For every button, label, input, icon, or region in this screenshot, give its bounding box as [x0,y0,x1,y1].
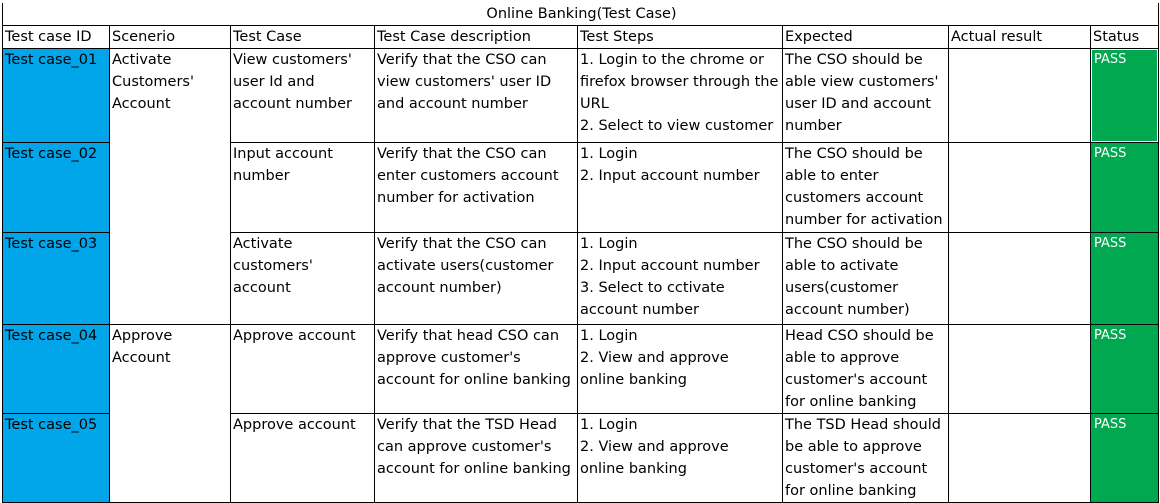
description-cell[interactable] [375,414,578,503]
cell-line: able to activate [785,258,899,274]
cell-line: customers' [233,258,313,274]
test-case-id-cell[interactable]: Test case_05 [3,414,110,503]
cell-line: and account number [377,96,528,112]
cell-line: 2. Input account number [580,168,760,184]
test-steps-cell[interactable] [578,49,783,143]
cell-line: user ID and account [785,96,931,112]
actual-result-cell[interactable] [949,49,1091,143]
cell-line: 1. Login [580,417,638,433]
cell-line: The CSO should be [785,236,923,252]
description-cell[interactable] [375,233,578,325]
actual-result-cell[interactable] [949,143,1091,233]
cell-line: able to approve [785,350,900,366]
cell-line: Verify that the CSO can [377,146,547,162]
cell-line: able to enter [785,168,879,184]
status-cell[interactable]: PASS [1091,233,1159,325]
cell-line: 1. Login [580,146,638,162]
cell-line: Customers' [112,74,194,90]
expected-cell[interactable] [783,325,949,414]
actual-result-cell[interactable] [949,325,1091,414]
cell-line: Account [112,96,171,112]
description-cell[interactable] [375,143,578,233]
header-scenario[interactable]: Scenerio [110,26,231,49]
actual-result-cell[interactable] [949,233,1091,325]
description-cell[interactable] [375,325,578,414]
cell-line: Head CSO should be [785,328,934,344]
cell-line: be able to approve [785,439,922,455]
table-row [3,414,1159,503]
expected-cell[interactable] [783,233,949,325]
cell-line: account number) [377,280,502,296]
cell-line: 2. View and approve [580,439,729,455]
status-cell[interactable]: PASS [1091,49,1159,143]
cell-line: for online banking [785,483,917,499]
cell-line: Verify that the CSO can [377,236,547,252]
header-expected[interactable]: Expected [783,26,949,49]
header-test-case-id[interactable]: Test case ID [3,26,110,49]
test-steps-cell[interactable] [578,414,783,503]
table-row [3,233,1159,325]
cell-line: number [233,168,290,184]
cell-line: view customers' user ID [377,74,552,90]
header-actual-result[interactable]: Actual result [949,26,1091,49]
test-case-cell[interactable] [231,233,375,325]
cell-line: account for online banking [377,372,571,388]
cell-line: Activate [233,236,293,252]
sheet-title[interactable]: Online Banking(Test Case) [3,3,1159,26]
cell-line: The CSO should be [785,52,923,68]
cell-line: number for activation [377,190,535,206]
cell-line: activate users(customer [377,258,554,274]
header-status[interactable]: Status [1091,26,1159,49]
scenario-cell[interactable] [110,414,231,503]
cell-line: 3. Select to cctivate [580,280,725,296]
header-description[interactable]: Test Case description [375,26,578,49]
cell-line: user Id and [233,74,315,90]
cell-line: customer's account [785,461,928,477]
test-case-id-cell[interactable]: Test case_02 [3,143,110,233]
description-cell[interactable] [375,49,578,143]
cell-line: number for activation [785,212,943,228]
cell-line: 2. Input account number [580,258,760,274]
cell-line: account number [580,302,699,318]
status-cell[interactable]: PASS [1091,325,1159,414]
cell-line: Verify that head CSO can [377,328,560,344]
table-row [3,143,1159,233]
cell-line: 2. Select to view customer [580,118,774,134]
header-test-steps[interactable]: Test Steps [578,26,783,49]
test-case-cell[interactable] [231,414,375,503]
cell-line: number [785,118,842,134]
expected-cell[interactable] [783,143,949,233]
cell-line: account for online banking [377,461,571,477]
cell-line: account number [233,96,352,112]
cell-line: View customers' [233,52,352,68]
expected-cell[interactable] [783,414,949,503]
test-case-cell[interactable] [231,49,375,143]
table-row [3,49,1159,143]
scenario-cell[interactable] [110,143,231,233]
cell-line: customer's account [785,372,928,388]
cell-line: approve customer's [377,350,521,366]
test-case-id-cell[interactable]: Test case_03 [3,233,110,325]
table-row [3,325,1159,414]
test-case-id-cell[interactable]: Test case_04 [3,325,110,414]
cell-line: firefox browser through the [580,74,779,90]
cell-line: Activate [112,52,172,68]
cell-line: online banking [580,461,687,477]
cell-line: Approve account [233,328,356,344]
cell-line: Input account [233,146,333,162]
actual-result-cell[interactable] [949,414,1091,503]
test-steps-cell[interactable] [578,325,783,414]
cell-line: users(customer [785,280,899,296]
cell-line: Account [112,350,171,366]
header-row [3,26,1159,49]
test-case-cell[interactable] [231,325,375,414]
cell-line: The TSD Head should [785,417,941,433]
cell-line: account number) [785,302,910,318]
test-steps-cell[interactable] [578,143,783,233]
test-case-cell[interactable] [231,143,375,233]
cell-line: for online banking [785,394,917,410]
cell-line: Verify that the CSO can [377,52,547,68]
scenario-cell[interactable] [110,49,231,143]
status-cell[interactable]: PASS [1091,143,1159,233]
cell-line: Approve account [233,417,356,433]
test-steps-cell[interactable] [578,233,783,325]
spreadsheet [2,3,1159,503]
test-case-id-cell[interactable]: Test case_01 [3,49,110,143]
cell-line: able view customers' [785,74,939,90]
cell-line: The CSO should be [785,146,923,162]
cell-line: 2. View and approve [580,350,729,366]
cell-line: 1. Login [580,328,638,344]
cell-line: enter customers account [377,168,559,184]
cell-line: account [233,280,291,296]
header-test-case[interactable]: Test Case [231,26,375,49]
status-cell[interactable]: PASS [1091,414,1159,503]
cell-line: 1. Login [580,236,638,252]
scenario-cell[interactable] [110,325,231,414]
expected-cell[interactable] [783,49,949,143]
scenario-cell[interactable] [110,233,231,325]
cell-line: Verify that the TSD Head [377,417,557,433]
cell-line: 1. Login to the chrome or [580,52,764,68]
cell-line: Approve [112,328,173,344]
cell-line: can approve customer's [377,439,552,455]
test-case-table [2,3,1159,503]
cell-line: customers account [785,190,924,206]
cell-line: URL [580,96,609,112]
cell-line: online banking [580,372,687,388]
